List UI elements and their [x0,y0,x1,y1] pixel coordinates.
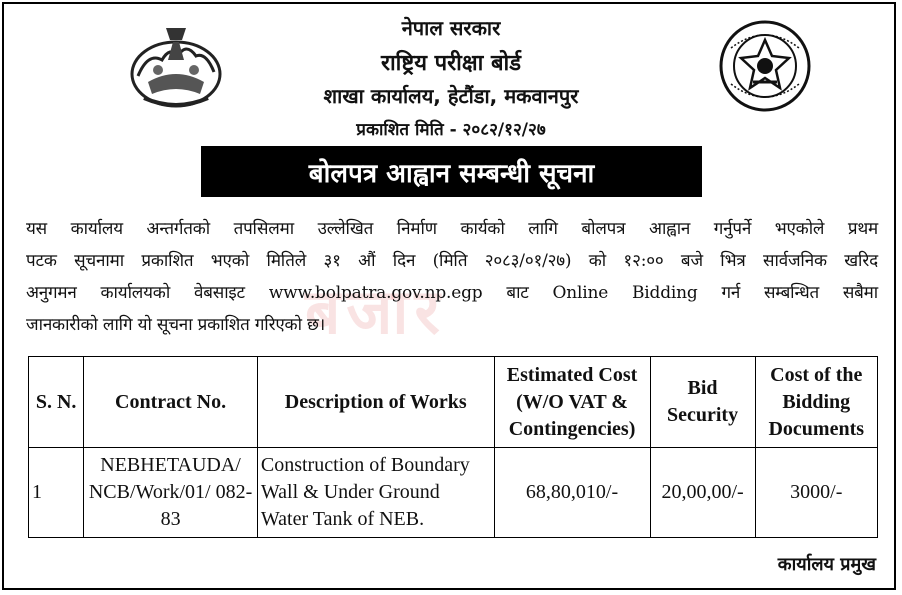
cell-bid-security: 20,00,00/- [650,448,755,538]
cell-document-cost: 3000/- [755,448,877,538]
header-contract: Contract No. [84,357,258,448]
branch-heading: शाखा कार्यालय, हेटौंडा, मकवानपुर [323,84,579,108]
cell-sn: 1 [29,448,84,538]
body-line-3: अनुगमन कार्यालयको वेबसाइट www.bolpatra.gov.np.egp बाट Online Bidding गर्न सम्बन्धित सबैमा [26,283,878,303]
cell-description: Construction of Boundary Wall & Under Ground Water Tank of NEB. [257,448,494,538]
header-sn: S. N. [29,357,84,448]
body-line-1: यस कार्यालय अन्तर्गतको तपसिलमा उल्लेखित निर्माण कार्यको लागि बोलपत्र आह्वान गर्नुपर्ने भएकोले प्रथम [26,219,878,239]
notice-title: बोलपत्र आह्वान सम्बन्धी सूचना [201,146,702,197]
watermark-text: बजार [305,275,446,348]
body-line-2: पटक सूचनामा प्रकाशित भएको मितिले ३१ औं दिन (मिति २०८३/०१/२७) को १२:०० बजे भित्र सार्वजनिक खरिद [26,251,878,271]
works-table [28,356,878,538]
published-date: प्रकाशित मिति - २०८२/१२/२७ [356,120,546,140]
header-estimated-cost: Estimated Cost (W/O VAT & Contingencies) [494,357,650,448]
table-header-row [29,357,878,448]
header-bid-security: Bid Security [650,357,755,448]
header-document-cost: Cost of the Bidding Documents [755,357,877,448]
table-row [29,448,878,538]
signature-office-head: कार्यालय प्रमुख [777,554,876,575]
government-heading: नेपाल सरकार [401,16,501,40]
body-line-4: जानकारीको लागि यो सूचना प्रकाशित गरिएको छ। [26,315,325,335]
header-description: Description of Works [257,357,494,448]
cell-contract: NEBHETAUDA/ NCB/Work/01/ 082-83 [84,448,258,538]
cell-estimated-cost: 68,80,010/- [494,448,650,538]
board-heading: राष्ट्रिय परीक्षा बोर्ड [380,51,521,76]
